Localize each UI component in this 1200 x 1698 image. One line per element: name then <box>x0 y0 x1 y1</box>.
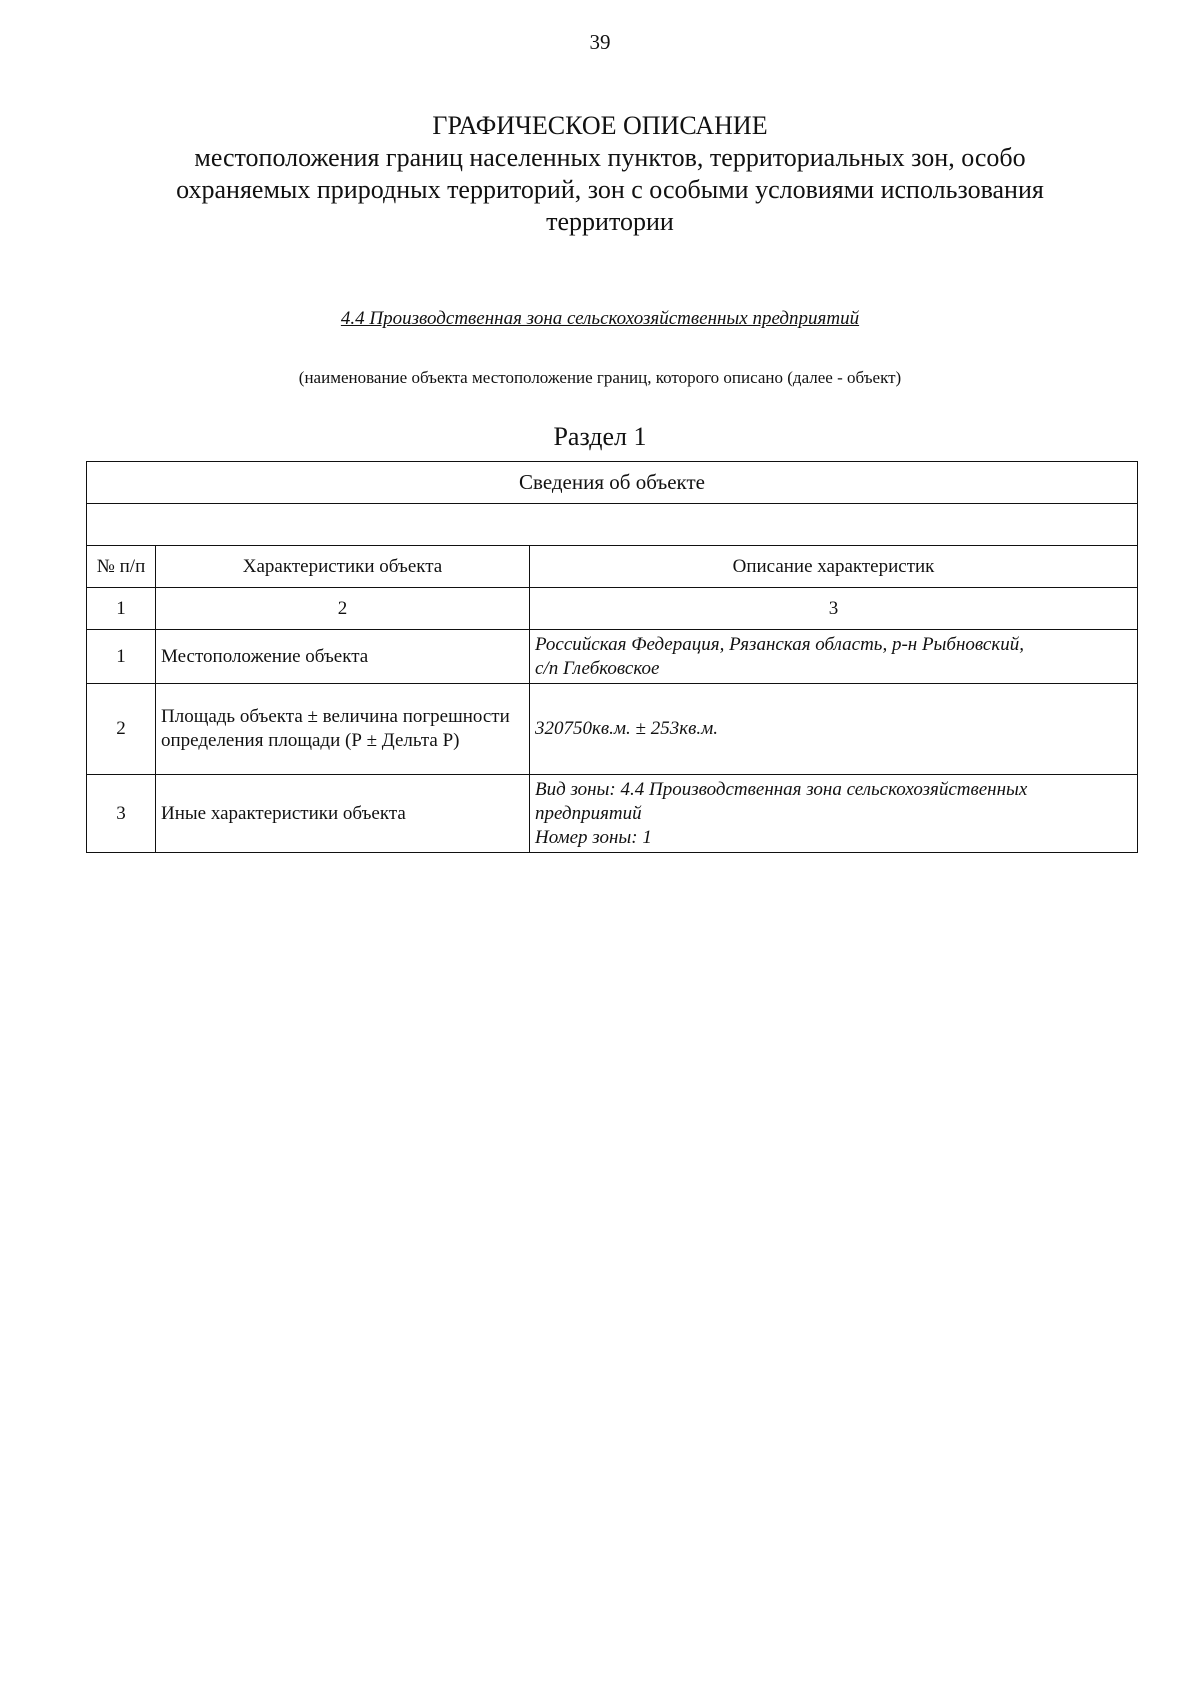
row-number: 3 <box>87 775 156 853</box>
object-name-caption: (наименование объекта местоположение границ, которого описано (далее - объект) <box>298 368 902 387</box>
row-value <box>530 630 1138 684</box>
row-value-line: 320750кв.м. ± 253кв.м. <box>535 718 718 739</box>
row-label: Площадь объекта ± величина погрешности определения площади (Р ± Дельта Р) <box>156 684 530 775</box>
header-description: Описание характеристик <box>530 546 1138 588</box>
section-title: Раздел 1 <box>553 422 647 451</box>
row-number: 2 <box>87 684 156 775</box>
column-number-2: 2 <box>156 588 530 630</box>
row-value <box>530 684 1138 775</box>
page-number: 39 <box>589 30 611 54</box>
row-number: 1 <box>87 630 156 684</box>
column-number-1: 1 <box>87 588 156 630</box>
table-header-row <box>87 546 1138 588</box>
column-number-3: 3 <box>530 588 1138 630</box>
document-title: ГРАФИЧЕСКОЕ ОПИСАНИЕ <box>432 111 768 140</box>
header-characteristic: Характеристики объекта <box>156 546 530 588</box>
row-label: Местоположение объекта <box>156 630 530 684</box>
row-label: Иные характеристики объекта <box>156 775 530 853</box>
row-value-line: Номер зоны: 1 <box>535 826 652 848</box>
table-blank-cell <box>87 504 1138 546</box>
row-value-line: с/п Глебковское <box>535 657 660 679</box>
document-subtitle: местоположения границ населенных пунктов, территориальных зон, особо охраняемых природных территорий, зон с особыми условиями использования территории <box>176 143 1044 236</box>
table-caption: Сведения об объекте <box>87 462 1138 504</box>
table-blank-row <box>87 504 1138 546</box>
row-value-line: Российская Федерация, Рязанская область, р-н Рыбновский, <box>535 633 1024 655</box>
object-name: 4.4 Производственная зона сельскохозяйственных предприятий <box>340 308 860 329</box>
row-value-line: Вид зоны: 4.4 Производственная зона сельскохозяйственных <box>535 778 1028 800</box>
table-caption-row <box>87 462 1138 504</box>
table-row <box>87 684 1138 775</box>
table-column-number-row <box>87 588 1138 630</box>
table-row <box>87 630 1138 684</box>
row-value <box>530 775 1138 853</box>
header-number: № п/п <box>87 546 156 588</box>
row-value-line: предприятий <box>535 802 642 824</box>
table-row <box>87 775 1138 853</box>
object-info-table <box>86 461 1138 853</box>
